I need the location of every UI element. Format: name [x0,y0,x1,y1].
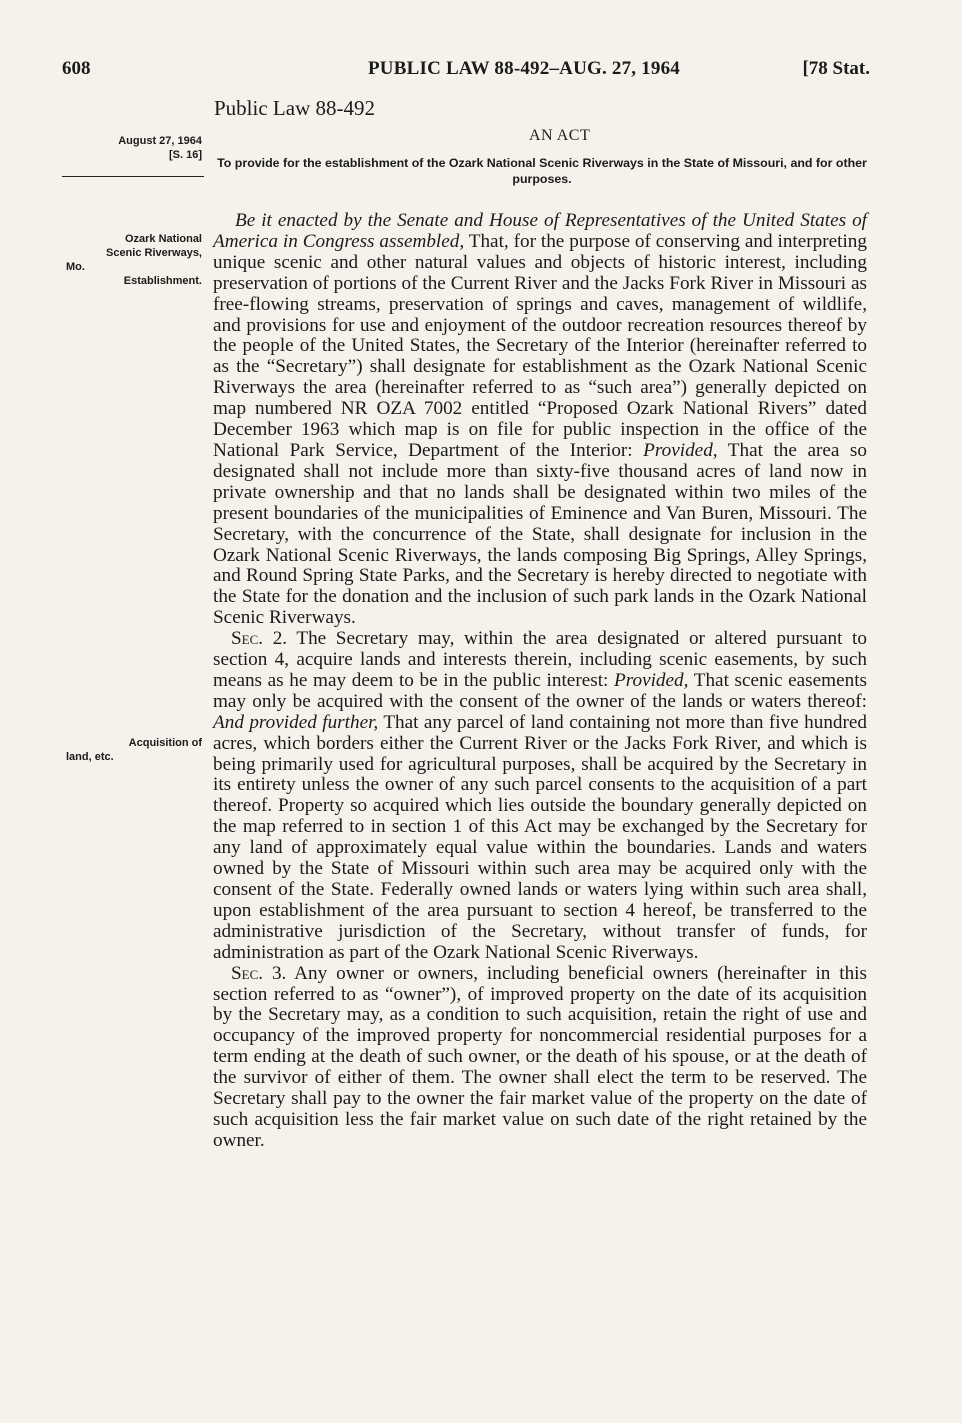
section-1-text-b: That the area so designated shall not include more than sixty-five thousand acres of land now in private ownership and that no lands shall be designated within two miles of the present boundaries of the municipalities of Eminence and Van Buren, Missouri. The Secretary, with the concurrence of the State, shall designate for inclusion in the Ozark National Scenic Riverways, the lands composing Big Springs, Alley Springs, and Round Spring State Parks, and the Secretary is hereby directed to negotiate with the State for the donation and the inclusion of such park lands in the Ozark National Scenic Riverways. [213,439,867,629]
margin-note-acquisition [62,736,202,764]
section-2-label: Sec. 2. [231,628,288,650]
section-2-provided-further: And provided further, [213,711,379,733]
page-number: 608 [62,58,91,79]
running-title: PUBLIC LAW 88-492–AUG. 27, 1964 [368,58,680,79]
margin-note-date [62,134,202,162]
section-2 [213,629,867,964]
public-law-number: Public Law 88-492 [214,96,375,120]
act-body [213,211,867,1152]
section-3-text: Any owner or owners, including beneficial owners (hereinafter in this section referred to as “owner”), of improved property on the date of its acquisition by the Secretary may, as a condition to such acquisition, retain the right of use and occupancy of the improved property for noncommercial residential purposes for a term ending at the death of such owner, or the death of his spouse, or at the death of the survivor of either of them. The owner shall elect the term to be reserved. The Secretary shall pay to the owner the fair market value of the property on the date of such acquisition less the fair market value on such date of the right retained by the owner. [213,962,867,1151]
section-3-label: Sec. 3. [231,962,287,984]
margin-line: Mo. [66,261,85,273]
running-header [62,52,870,88]
section-2-text-b: That scenic easements may only be acquired with the consent of the owner of the lands or waters thereof: [213,669,867,712]
margin-line: Acquisition of [128,737,202,749]
statute-reference: [78 Stat. [802,58,870,79]
margin-note-ozark [62,232,202,288]
margin-line: Ozark National [124,233,202,245]
an-act-heading: AN ACT [529,127,591,144]
section-2-text-c: That any parcel of land containing not more than five hundred acres, which borders either the Current River or the Jacks Fork River, and which is being primarily used for agricultural purposes, shall be acquired by the Secretary in its entirety unless the owner of any such parcel consents to the acquisition of a part thereof. Property so acquired which lies outside the boundary generally depicted on the map referred to in section 1 of this Act may be exchanged by the Secretary for any land of approximately equal value within the boundaries. Lands and waters owned by the State of Missouri within such area may be acquired only with the consent of the State. Federally owned lands or waters lying within such area shall, upon establishment of the area pursuant to section 4 hereof, be transferred to the administrative jurisdiction of the Secretary, without transfer of funds, for administration as part of the Ozark National Scenic Riverways. [213,711,868,963]
section-2-provided: Provided, [614,669,689,691]
section-2-text-a: The Secretary may, within the area designated or altered pursuant to section 4, acquire lands and interests therein, including scenic easements, by such means as he may deem to be in the public interest: [213,628,867,691]
margin-line: Scenic Riverways, [105,247,202,259]
section-1 [213,211,867,629]
act-purpose: To provide for the establishment of the Ozark National Scenic Riverways in the State of Missouri, and for other purposes. [217,156,867,186]
enacting-clause: Be it enacted by the Senate and House of Representatives of the United States of America in Congress assembled, [213,210,867,252]
margin-divider [62,176,204,177]
margin-line: Establishment. [123,275,202,287]
margin-line: land, etc. [66,751,114,763]
section-1-provided: Provided, [643,439,718,461]
section-3 [213,964,867,1152]
section-1-text-a: That, for the purpose of conserving and interpreting unique scenic and other natural values and objects of historic interest, including preservation of portions of the Current River and the Jacks Fork River in Missouri as free-flowing streams, preservation of springs and caves, management of wildlife, and provisions for use and enjoyment of the outdoor recreation resources thereof by the people of the United States, the Secretary of the Interior (hereinafter referred to as the “Secretary”) shall designate for establishment as the Ozark National Scenic Riverways the area (hereinafter referred to as “such area”) generally depicted on map numbered NR OZA 7002 entitled “Proposed Ozark National Rivers” dated December 1963 which map is on file for public inspection in the office of the National Park Service, Department of the Interior: [213,230,867,461]
margin-date-line: August 27, 1964 [118,135,202,147]
margin-bill-line: [S. 16] [168,149,202,161]
